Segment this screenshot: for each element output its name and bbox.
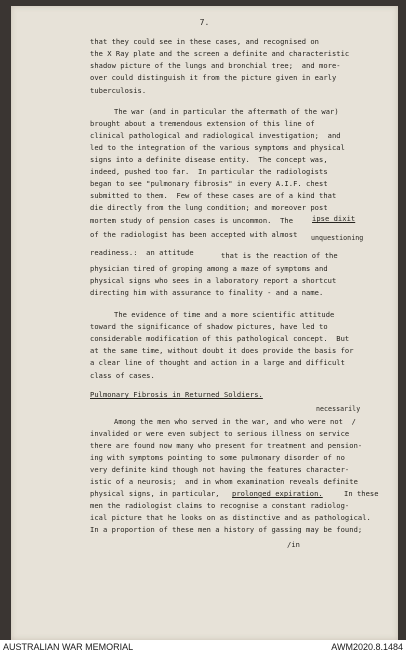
text-line: shadow picture of the lungs and bronchial tree; and more- (90, 61, 341, 70)
footer-reference: AWM2020.8.1484 (331, 642, 403, 652)
text-line: mortem study of pension cases is uncommon. The (90, 216, 294, 225)
text-line: there are found now many who present for treatment and pension- (90, 441, 363, 450)
text-line: ing with symptoms pointing to some pulmonary disorder of no (90, 453, 345, 462)
text-line: directing him with assurance to finality - and a name. (90, 288, 324, 297)
text-line: the X Ray plate and the screen a definite and characteristic (90, 49, 350, 58)
text-line: tuberculosis. (90, 86, 147, 95)
text-line: of the radiologist has been accepted with almost (90, 230, 298, 239)
text-line: indeed, pushed too far. In particular the radiologists (90, 167, 328, 176)
text-line: clinical pathological and radiological investigation; and (90, 131, 341, 140)
text-line: ical picture that he looks on as distinctive and as pathological. (90, 513, 371, 522)
text-line: The evidence of time and a more scientific attitude (114, 310, 335, 319)
text-line: readiness.: an attitude (90, 248, 194, 257)
text-line: class of cases. (90, 371, 155, 380)
text-line: considerable modification of this pathological concept. But (90, 334, 350, 343)
text-line: In a proportion of these men a history of gassing may be found; (90, 525, 363, 534)
page-number: 7. (199, 18, 210, 27)
document-page (11, 6, 398, 640)
text-line: at the same time, without doubt it does provide the basis for (90, 346, 354, 355)
text-line: toward the significance of shadow pictures, have led to (90, 322, 328, 331)
text-line: a clear line of thought and action in a large and difficult (90, 358, 345, 367)
text-line: men the radiologist claims to recognise a constant radiolog- (90, 501, 350, 510)
text-line: signs into a definite disease entity. The concept was, (90, 155, 328, 164)
text-line: physical signs, in particular, (90, 489, 220, 498)
text-line: istic of a neurosis; and in whom examination reveals definite (90, 477, 358, 486)
text-line: submitted to them. Few of these cases are of a kind that (90, 191, 337, 200)
text-line: that is the reaction of the (221, 251, 338, 260)
text-line: physician tired of groping among a maze of symptoms and (90, 264, 328, 273)
continuation-mark: /in (287, 540, 300, 549)
insertion-text: unquestioning (311, 234, 364, 242)
text-line: physical signs who sees in a laboratory report a shortcut (90, 276, 337, 285)
footer-bar (0, 640, 406, 653)
text-line: led to the integration of the various symptoms and physical (90, 143, 345, 152)
text-line: die directly from the lung condition; and moreover post (90, 203, 328, 212)
text-line: brought about a tremendous extension of this line of (90, 119, 315, 128)
text-line: that they could see in these cases, and recognised on (90, 37, 320, 46)
insertion-text: necessarily (316, 405, 361, 413)
text-line: The war (and in particular the aftermath of the war) (114, 107, 339, 116)
section-heading: Pulmonary Fibrosis in Returned Soldiers. (90, 390, 263, 399)
footer-source: AUSTRALIAN WAR MEMORIAL (3, 642, 134, 652)
text-line: over could distinguish it from the picture given in early (90, 73, 337, 82)
ipse-dixit-text: ipse dixit (312, 214, 356, 223)
prolonged-expiration-text: prolonged expiration. (232, 489, 323, 498)
text-line: very definite kind though not having the features character- (90, 465, 350, 474)
text-line: Among the men who served in the war, and who were not / (114, 417, 356, 426)
text-line: In these (344, 489, 379, 498)
text-line: invalided or were even subject to serious illness on service (90, 429, 350, 438)
text-line: began to see "pulmonary fibrosis" in every A.I.F. chest (90, 179, 328, 188)
